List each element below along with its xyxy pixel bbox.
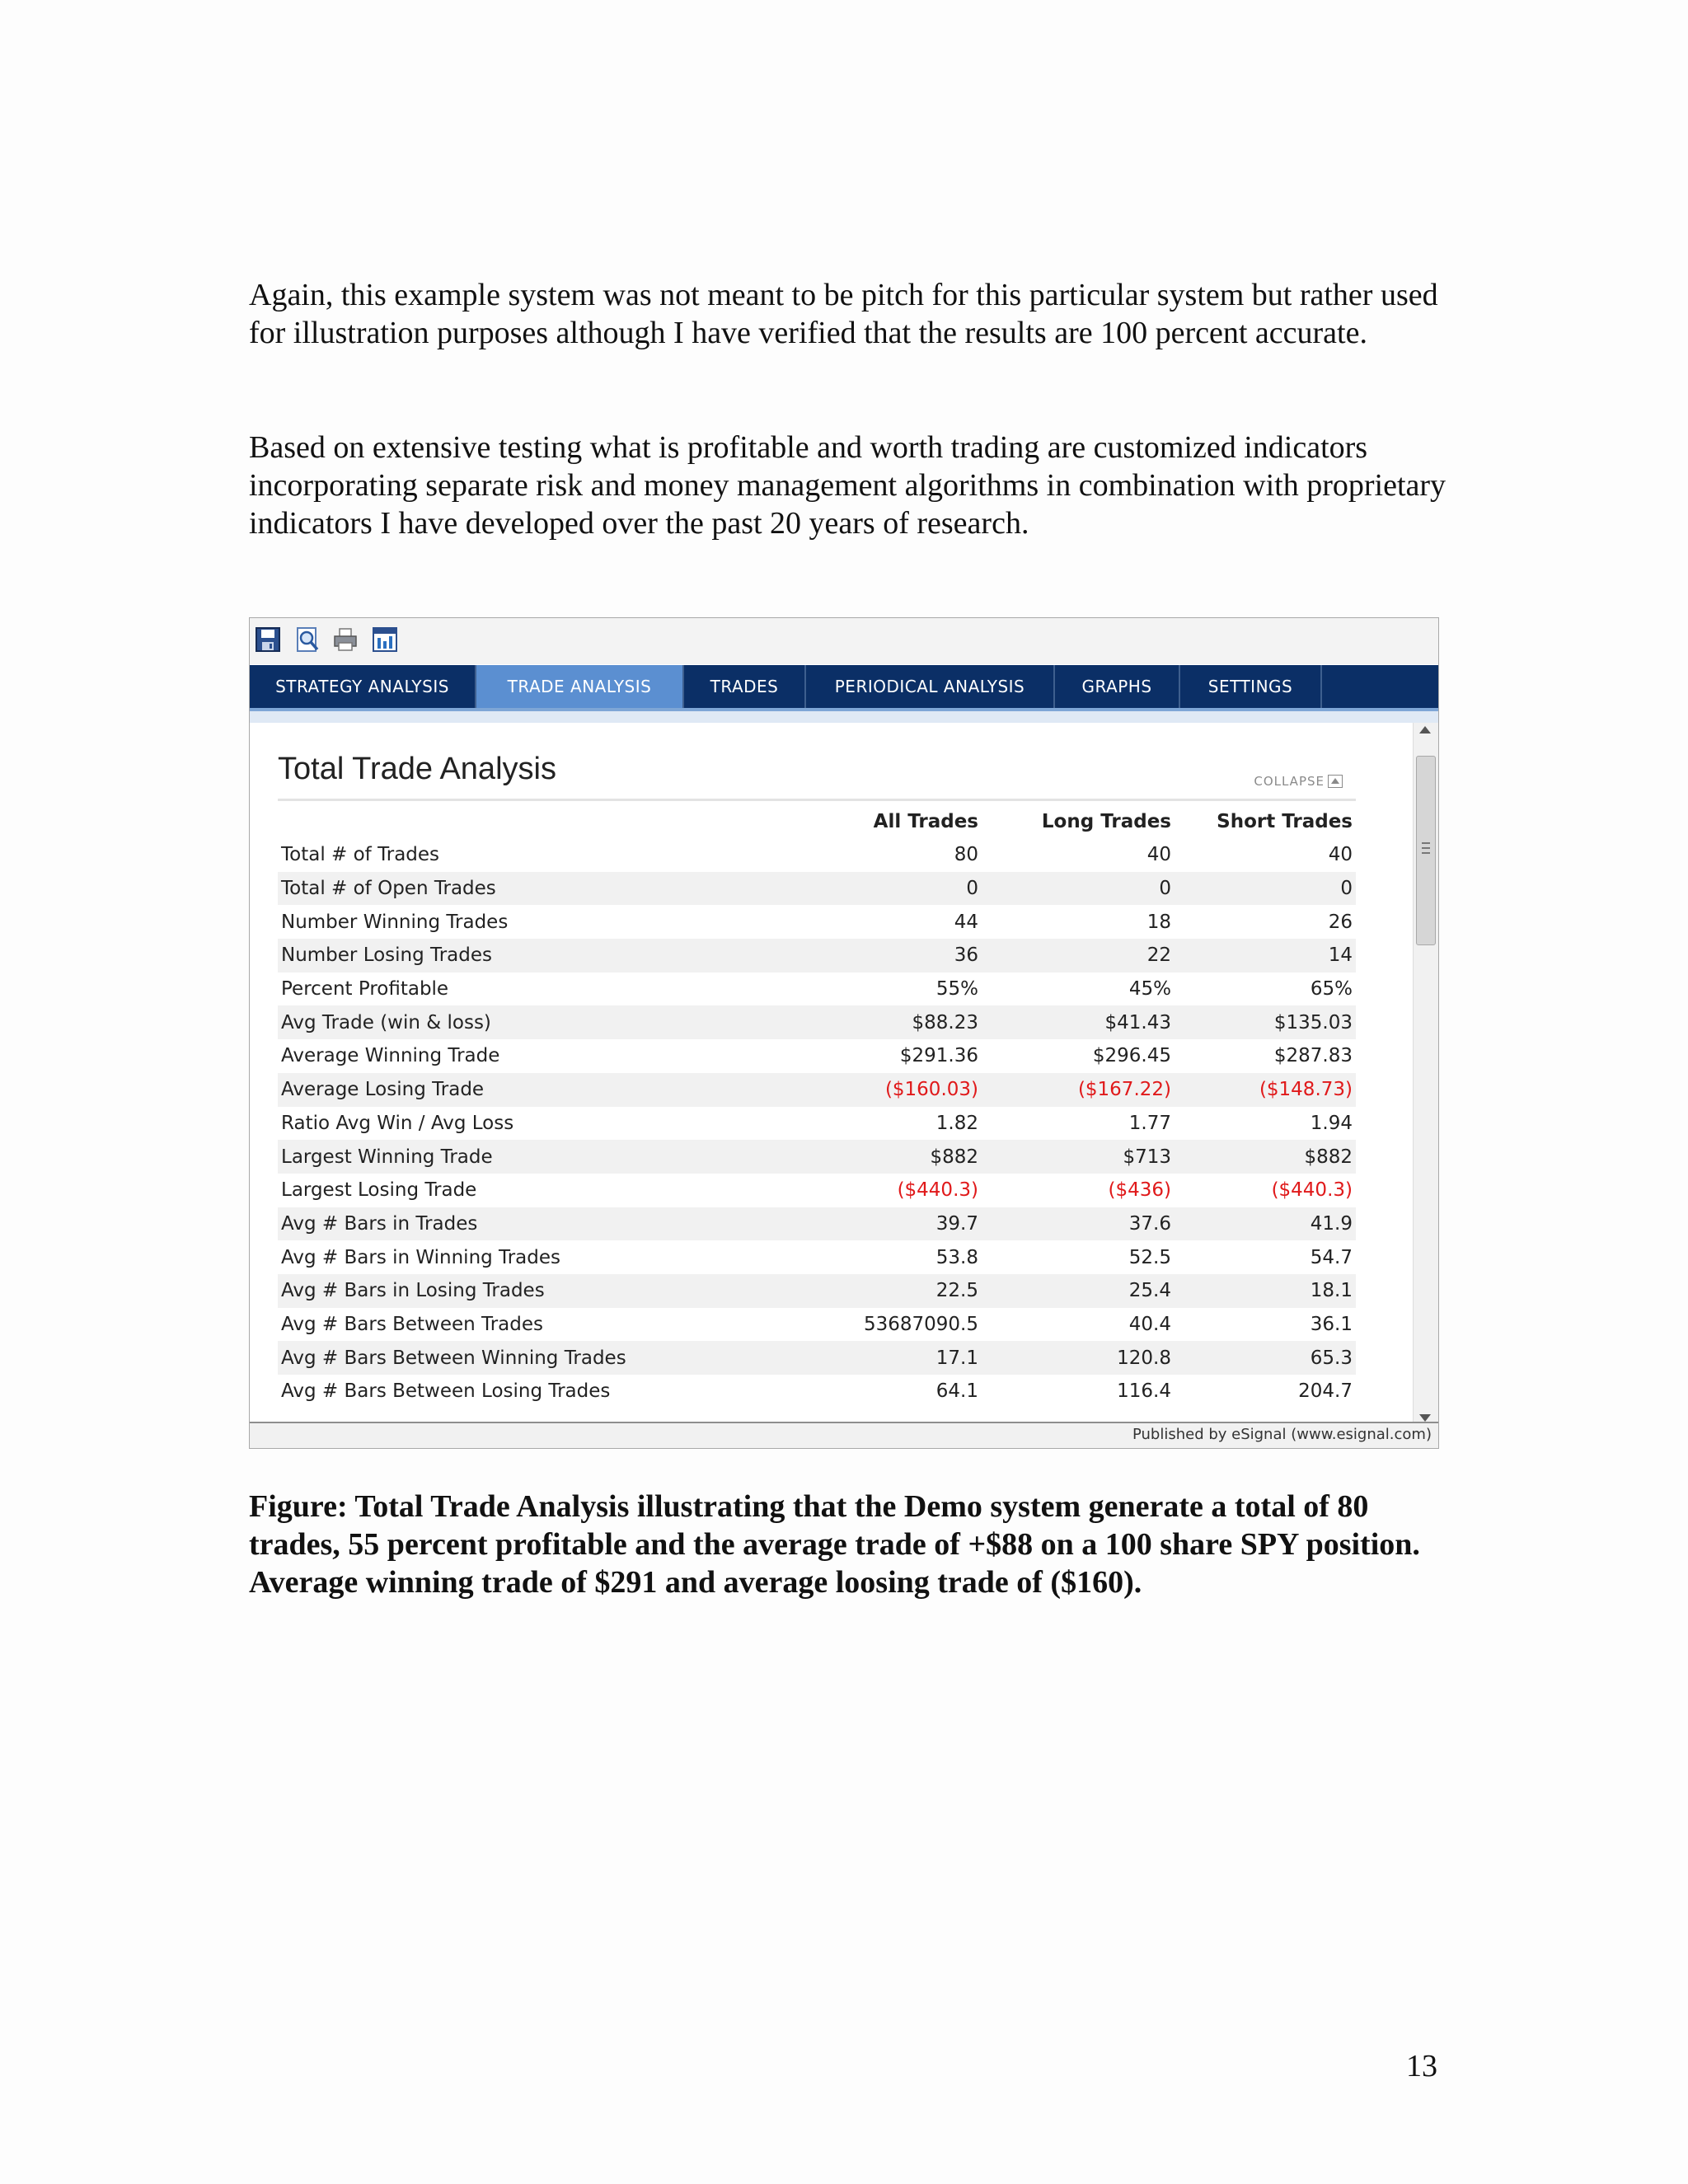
all-trades-value: 36 <box>789 939 982 972</box>
long-trades-value: 45% <box>1128 978 1171 1001</box>
row-label: Average Losing Trade <box>278 1073 789 1107</box>
table-row <box>278 872 1356 906</box>
row-label: Avg Trade (win & loss) <box>278 1005 789 1039</box>
report-content <box>250 723 1412 1425</box>
all-trades-value: 64.1 <box>935 1380 978 1403</box>
collapse-label: COLLAPSE <box>1254 774 1325 789</box>
all-trades-value: 44 <box>954 911 978 933</box>
all-trades-value: 22.5 <box>789 1274 982 1308</box>
short-trades-value: 26 <box>1328 911 1353 933</box>
tab-graphs[interactable]: GRAPHS <box>1055 665 1180 708</box>
vertical-scrollbar[interactable] <box>1413 723 1438 1425</box>
scroll-thumb[interactable] <box>1416 756 1436 945</box>
scroll-up-arrow-icon[interactable] <box>1419 726 1431 733</box>
table-row <box>278 1005 1356 1039</box>
long-trades-value: $41.43 <box>982 1005 1175 1039</box>
all-trades-value: 17.1 <box>789 1341 982 1375</box>
figure-caption: Figure: Total Trade Analysis illustrating that the Demo system generate a total of 80 trades, 55 percent profitable and the average trade of +$88 on a 100 share SPY position. Average winning trade of $291 and average loosing trade of ($160). <box>249 1489 1420 1600</box>
short-trades-value: 14 <box>1175 939 1356 972</box>
long-trades-value: 0 <box>982 872 1175 906</box>
short-trades-value: 0 <box>1175 872 1356 906</box>
all-trades-value: 53.8 <box>935 1246 978 1268</box>
table-row <box>278 1039 1356 1073</box>
short-trades-value: 40 <box>1328 844 1353 866</box>
table-row <box>278 939 1356 972</box>
long-trades-value: 40 <box>1146 844 1171 866</box>
table-row <box>278 1274 1356 1308</box>
short-trades-value: 65.3 <box>1175 1341 1356 1375</box>
short-trades-value: 41.9 <box>1175 1207 1356 1241</box>
long-trades-value: 1.77 <box>1128 1112 1171 1134</box>
collapse-icon <box>1328 775 1343 788</box>
report-toolbar <box>250 618 1438 664</box>
scroll-down-arrow-icon[interactable] <box>1419 1414 1431 1422</box>
long-trades-value: ($436) <box>1108 1179 1171 1202</box>
section-title: Total Trade Analysis <box>278 752 556 786</box>
trade-analysis-table <box>278 805 1356 1408</box>
table-row <box>278 1174 1356 1207</box>
grip-icon <box>1422 842 1430 854</box>
all-trades-value: 39.7 <box>789 1207 982 1241</box>
column-header-long-trades: Long Trades <box>1041 811 1171 832</box>
short-trades-value: $882 <box>1175 1140 1356 1174</box>
row-label: Ratio Avg Win / Avg Loss <box>281 1112 514 1134</box>
row-label: Average Winning Trade <box>281 1045 500 1067</box>
long-trades-value: 18 <box>1146 911 1171 933</box>
body-paragraph-2: Based on extensive testing what is profitable and worth trading are customized indicators incorporating separate risk and money management algorithms in combination with proprietary indicators I have developed over the past 20 years of research. <box>249 430 1447 541</box>
table-row <box>278 1308 1356 1342</box>
all-trades-value: 80 <box>954 844 978 866</box>
all-trades-value: $88.23 <box>789 1005 982 1039</box>
short-trades-value: 18.1 <box>1175 1274 1356 1308</box>
table-row <box>278 1207 1356 1241</box>
column-header-short-trades: Short Trades <box>1217 811 1353 832</box>
tab-bar <box>250 665 1438 711</box>
all-trades-value: $291.36 <box>899 1045 978 1067</box>
short-trades-value: ($148.73) <box>1175 1073 1356 1107</box>
table-header-label <box>278 805 789 838</box>
row-label: Number Losing Trades <box>278 939 789 972</box>
long-trades-value: 37.6 <box>982 1207 1175 1241</box>
row-label: Avg # Bars in Trades <box>278 1207 789 1241</box>
all-trades-value: 0 <box>789 872 982 906</box>
tab-periodical-analysis[interactable]: PERIODICAL ANALYSIS <box>806 665 1055 708</box>
all-trades-value: ($160.03) <box>789 1073 982 1107</box>
long-trades-value: 40.4 <box>1128 1313 1171 1335</box>
report-icon[interactable] <box>372 626 398 653</box>
all-trades-value: 1.82 <box>935 1112 978 1134</box>
tab-trade-analysis[interactable]: TRADE ANALYSIS <box>476 665 684 708</box>
publisher-credit: Published by eSignal (www.esignal.com) <box>1132 1426 1432 1443</box>
table-row <box>278 1140 1356 1174</box>
report-footer <box>250 1422 1438 1448</box>
short-trades-value: 1.94 <box>1310 1112 1353 1134</box>
title-divider <box>278 799 1356 801</box>
table-row <box>278 1240 1356 1274</box>
all-trades-value: 53687090.5 <box>863 1313 978 1335</box>
row-label: Percent Profitable <box>281 978 449 1001</box>
row-label: Total # of Trades <box>281 844 440 866</box>
row-label: Avg # Bars in Winning Trades <box>281 1246 561 1268</box>
row-label: Avg # Bars in Losing Trades <box>278 1274 789 1308</box>
table-row <box>278 1107 1356 1141</box>
row-label: Avg # Bars Between Winning Trades <box>278 1341 789 1375</box>
tab-settings[interactable]: SETTINGS <box>1180 665 1322 708</box>
long-trades-value: ($167.22) <box>982 1073 1175 1107</box>
tab-trades[interactable]: TRADES <box>684 665 806 708</box>
save-icon[interactable] <box>255 626 281 653</box>
short-trades-value: $287.83 <box>1273 1045 1353 1067</box>
short-trades-value: 36.1 <box>1310 1313 1353 1335</box>
short-trades-value: $135.03 <box>1175 1005 1356 1039</box>
long-trades-value: 52.5 <box>1128 1246 1171 1268</box>
long-trades-value: $713 <box>982 1140 1175 1174</box>
short-trades-value: 204.7 <box>1298 1380 1353 1403</box>
row-label: Number Winning Trades <box>281 911 509 933</box>
row-label: Avg # Bars Between Trades <box>281 1313 544 1335</box>
long-trades-value: 25.4 <box>982 1274 1175 1308</box>
table-row <box>278 1375 1356 1408</box>
long-trades-value: 116.4 <box>1117 1380 1171 1403</box>
all-trades-value: $882 <box>789 1140 982 1174</box>
tab-underline <box>250 711 1438 723</box>
table-row <box>278 838 1356 872</box>
all-trades-value: 55% <box>935 978 978 1001</box>
row-label: Avg # Bars Between Losing Trades <box>281 1380 611 1403</box>
table-header-row <box>278 805 1356 838</box>
all-trades-value: ($440.3) <box>897 1179 978 1202</box>
long-trades-value: $296.45 <box>1092 1045 1171 1067</box>
table-row <box>278 1073 1356 1107</box>
collapse-button[interactable] <box>1254 774 1343 789</box>
print-icon[interactable] <box>332 626 359 653</box>
table-row <box>278 905 1356 939</box>
preview-icon[interactable] <box>294 626 321 653</box>
column-header-all-trades: All Trades <box>873 811 978 832</box>
table-row <box>278 972 1356 1006</box>
short-trades-value: 65% <box>1310 978 1353 1001</box>
tab-strategy-analysis[interactable]: STRATEGY ANALYSIS <box>250 665 476 708</box>
body-paragraph-1: Again, this example system was not meant to be pitch for this particular system but rather used for illustration purposes although I have verified that the results are 100 percent accurate. <box>249 278 1438 350</box>
row-label: Largest Losing Trade <box>281 1179 477 1202</box>
row-label: Total # of Open Trades <box>278 872 789 906</box>
short-trades-value: ($440.3) <box>1271 1179 1353 1202</box>
page-number: 13 <box>1406 2049 1437 2083</box>
table-row <box>278 1341 1356 1375</box>
short-trades-value: 54.7 <box>1310 1246 1353 1268</box>
row-label: Largest Winning Trade <box>278 1140 789 1174</box>
esignal-report-window <box>249 617 1439 1449</box>
long-trades-value: 120.8 <box>982 1341 1175 1375</box>
long-trades-value: 22 <box>982 939 1175 972</box>
